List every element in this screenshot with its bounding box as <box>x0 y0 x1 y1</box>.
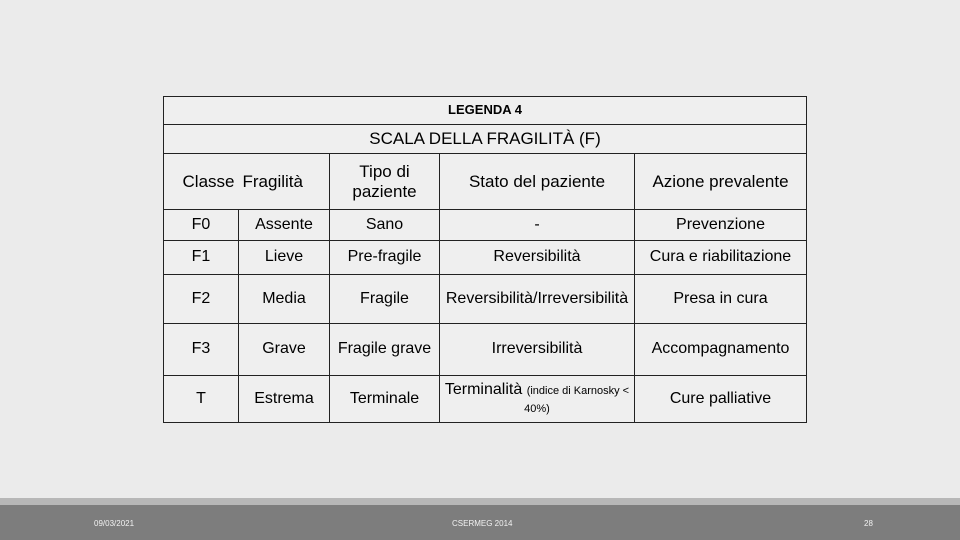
cell-main-action: Cura e riabilitazione <box>635 241 807 275</box>
cell-patient-type: Sano <box>330 210 440 241</box>
table-title: SCALA DELLA FRAGILITÀ (F) <box>164 125 807 154</box>
footer-accent-bar <box>0 498 960 505</box>
slide-number: 28 <box>864 519 873 528</box>
cell-patient-type: Fragile <box>330 275 440 324</box>
table-row <box>164 275 807 324</box>
cell-class: F0 <box>164 210 239 241</box>
cell-class: F2 <box>164 275 239 324</box>
cell-main-action: Presa in cura <box>635 275 807 324</box>
footer <box>0 505 960 540</box>
col-header-main-action: Azione prevalente <box>635 154 807 210</box>
cell-main-action: Cure palliative <box>635 376 807 423</box>
cell-class: F3 <box>164 324 239 376</box>
footer-date: 09/03/2021 <box>94 519 135 528</box>
col-header-fragility: Fragilità <box>239 154 330 210</box>
cell-patient-type: Fragile grave <box>330 324 440 376</box>
cell-fragility: Lieve <box>239 241 330 275</box>
col-header-patient-state: Stato del paziente <box>440 154 635 210</box>
cell-patient-state <box>440 376 635 423</box>
table-row <box>164 210 807 241</box>
cell-fragility: Media <box>239 275 330 324</box>
cell-class: F1 <box>164 241 239 275</box>
terminal-state-label: Terminalità <box>444 380 523 398</box>
cell-fragility: Estrema <box>239 376 330 423</box>
cell-patient-type: Terminale <box>330 376 440 423</box>
cell-class: T <box>164 376 239 423</box>
col-header-class: Classe <box>164 154 239 210</box>
cell-main-action: Prevenzione <box>635 210 807 241</box>
cell-patient-state: Irreversibilità <box>440 324 635 376</box>
cell-fragility: Assente <box>239 210 330 241</box>
cell-fragility: Grave <box>239 324 330 376</box>
cell-patient-state: Reversibilità/Irreversibilità <box>440 275 635 324</box>
fragility-scale-table <box>163 96 807 423</box>
cell-main-action: Accompagnamento <box>635 324 807 376</box>
cell-patient-state: - <box>440 210 635 241</box>
karnosky-note: (indice di Karnosky < 40%) <box>524 384 630 415</box>
table-row <box>164 324 807 376</box>
table-row <box>164 376 807 423</box>
cell-patient-type: Pre-fragile <box>330 241 440 275</box>
legend-title: LEGENDA 4 <box>164 97 807 125</box>
table-row <box>164 241 807 275</box>
footer-text: CSERMEG 2014 <box>452 519 513 528</box>
col-header-patient-type: Tipo di paziente <box>330 154 440 210</box>
cell-patient-state: Reversibilità <box>440 241 635 275</box>
